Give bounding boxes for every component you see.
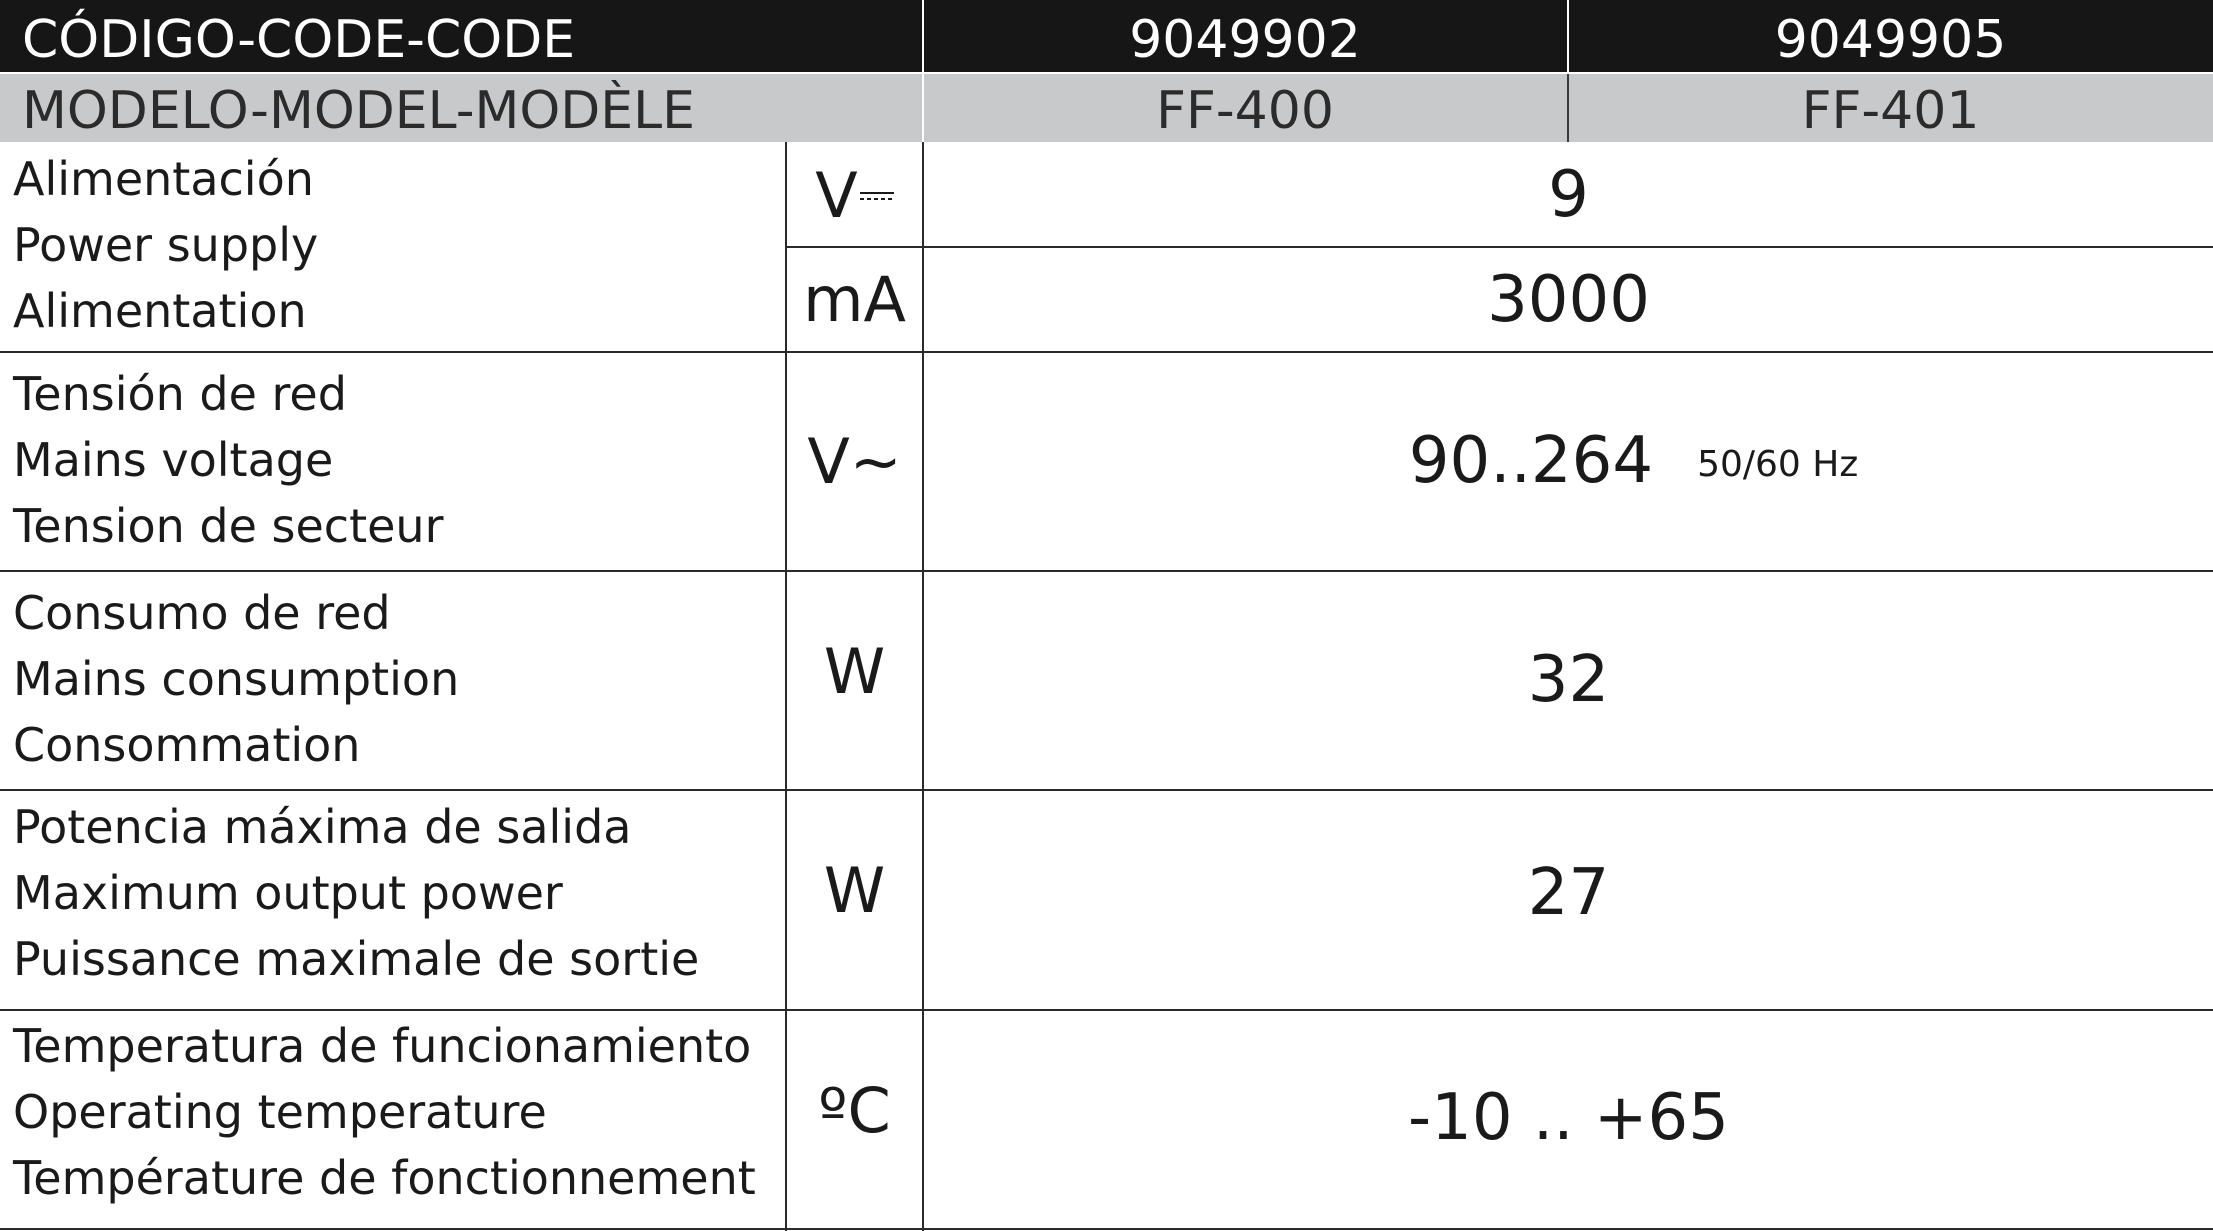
label-fr: Tension de secteur bbox=[13, 499, 444, 553]
mains-voltage-labels bbox=[0, 361, 785, 559]
frequency-note: 50/60 Hz bbox=[1697, 443, 1859, 485]
temperature-labels bbox=[0, 1013, 785, 1211]
power-supply-labels bbox=[0, 146, 785, 344]
label-es: Temperatura de funcionamiento bbox=[13, 1019, 752, 1073]
unit-watt: W bbox=[823, 635, 886, 708]
code-9049902: 9049902 bbox=[1129, 10, 1361, 70]
label-en: Mains voltage bbox=[13, 433, 334, 487]
label-es: Tensión de red bbox=[13, 367, 347, 421]
label-en: Mains consumption bbox=[13, 652, 460, 706]
label-fr: Alimentation bbox=[13, 284, 307, 338]
label-es: Consumo de red bbox=[13, 586, 391, 640]
value-current: 3000 bbox=[1487, 263, 1650, 337]
label-en: Operating temperature bbox=[13, 1085, 547, 1139]
model-ff-401: FF-401 bbox=[1801, 81, 1980, 141]
unit-watt: W bbox=[823, 854, 886, 927]
unit-ma: mA bbox=[803, 263, 906, 336]
label-en: Maximum output power bbox=[13, 866, 563, 920]
unit-ac-volt: V~ bbox=[807, 425, 902, 498]
label-es: Alimentación bbox=[13, 152, 314, 206]
output-power-labels bbox=[0, 794, 785, 992]
model-header-label: MODELO-MODEL-MODÈLE bbox=[22, 81, 695, 141]
grid-line bbox=[0, 1228, 2213, 1230]
label-fr: Puissance maximale de sortie bbox=[13, 932, 700, 986]
unit-text: V bbox=[815, 159, 858, 232]
value-temperature: -10 .. +65 bbox=[1408, 1081, 1729, 1155]
label-fr: Température de fonctionnement bbox=[13, 1151, 756, 1205]
unit-celsius: ºC bbox=[818, 1074, 891, 1147]
mains-voltage-range: 90..264 bbox=[1408, 424, 1654, 498]
value-consumption: 32 bbox=[1527, 643, 1610, 717]
model-ff-400: FF-400 bbox=[1156, 81, 1334, 141]
value-voltage: 9 bbox=[1548, 158, 1589, 232]
code-header-label: CÓDIGO-CODE-CODE bbox=[22, 10, 576, 70]
label-en: Power supply bbox=[13, 218, 319, 272]
code-9049905: 9049905 bbox=[1774, 10, 2007, 70]
mains-consumption-labels bbox=[0, 580, 785, 778]
header-divider bbox=[922, 0, 924, 142]
unit-dc-volt bbox=[787, 146, 922, 246]
value-output-power: 27 bbox=[1527, 856, 1610, 930]
value-mains-voltage bbox=[924, 353, 2213, 573]
grid-line bbox=[785, 246, 2213, 248]
header-divider bbox=[1567, 74, 1569, 142]
label-fr: Consommation bbox=[13, 718, 361, 772]
label-es: Potencia máxima de salida bbox=[13, 800, 632, 854]
dc-symbol-icon bbox=[860, 188, 894, 204]
